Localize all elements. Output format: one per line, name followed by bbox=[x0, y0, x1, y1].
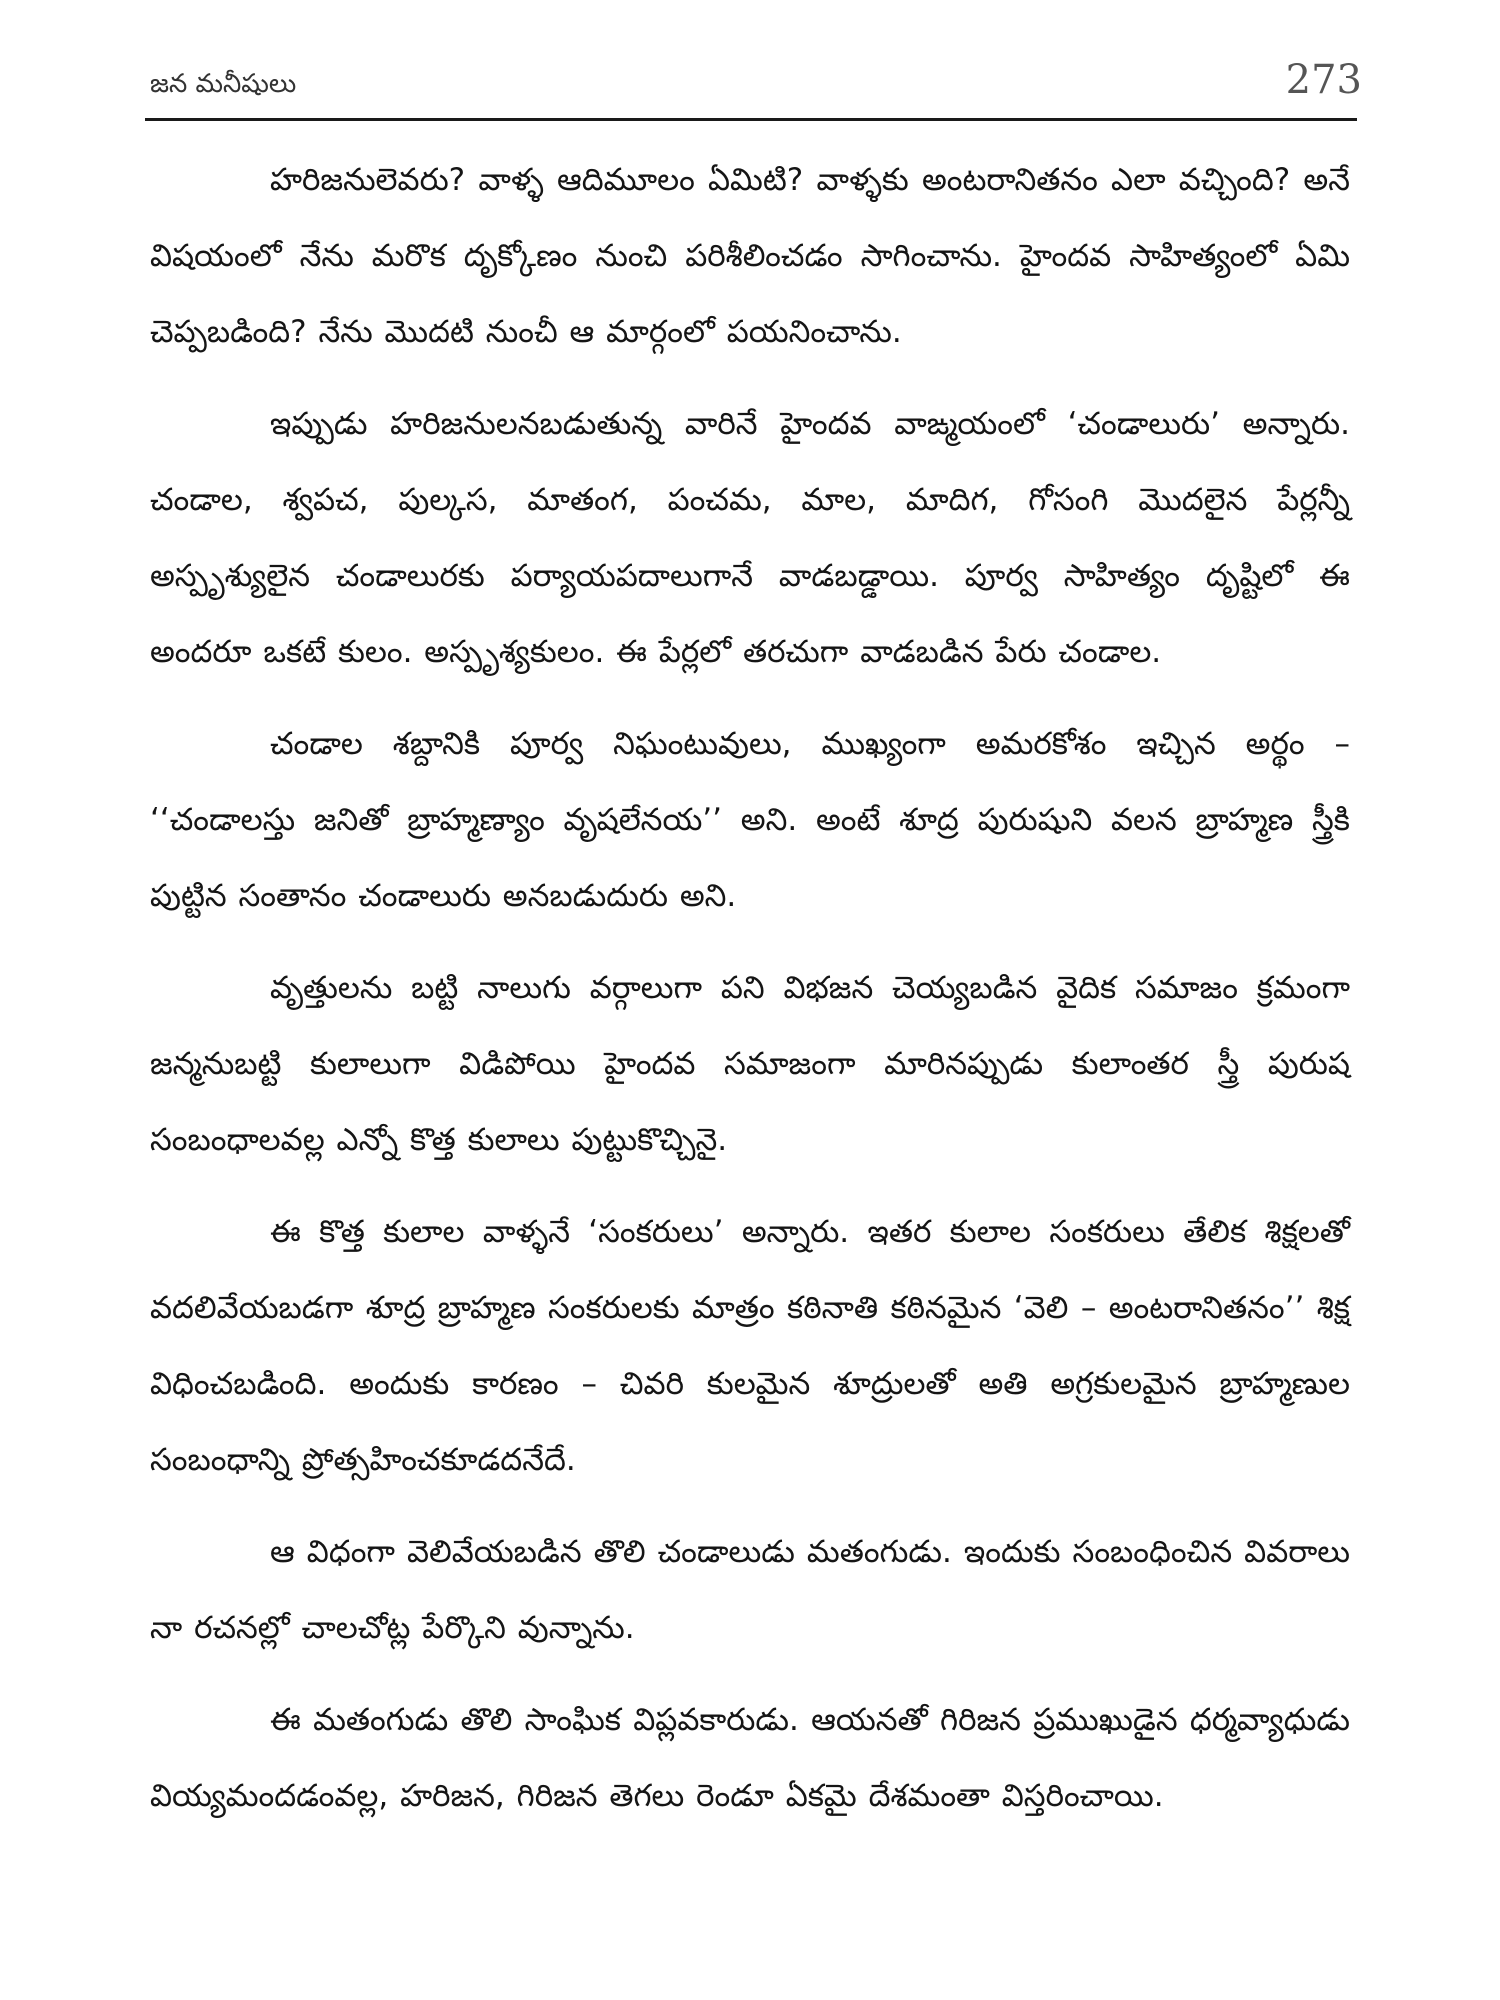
paragraph-3: చండాల శబ్దానికి పూర్వ నిఘంటువులు, ముఖ్యంగా అమరకోశం ఇచ్చిన అర్థం – ‘‘చండాలస్తు జనితో బ్రాహ్మణ్యాం వృషలేనయ’’ అని. అంటే శూద్ర పురుషుని వలన బ్రాహ్మణ స్త్రీకి పుట్టిన సంతానం చండాలురు అనబడుదురు అని. bbox=[150, 726, 1350, 914]
paragraph-5: ఈ కొత్త కులాల వాళ్ళనే ‘సంకరులు’ అన్నారు. ఇతర కులాల సంకరులు తేలిక శిక్షలతో వదలివేయబడగా శూద్ర బ్రాహ్మణ సంకరులకు మాత్రం కఠినాతి కఠినమైన ‘వెలి – అంటరానితనం’’ శిక్ష విధించబడింది. అందుకు కారణం – చివరి కులమైన శూద్రులతో అతి అగ్రకులమైన బ్రాహ్మణుల సంబంధాన్ని ప్రోత్సహించకూడదనేదే. bbox=[150, 1214, 1350, 1478]
header-rule bbox=[145, 118, 1357, 121]
body-text bbox=[150, 142, 1350, 1850]
running-head-title: జన మనీషులు bbox=[150, 69, 297, 99]
paragraph-6: ఆ విధంగా వెలివేయబడిన తొలి చండాలుడు మతంగుడు. ఇందుకు సంబంధించిన వివరాలు నా రచనల్లో చాలచోట్ల పేర్కొని వున్నాను. bbox=[150, 1534, 1350, 1646]
paragraph-1: హరిజనులెవరు? వాళ్ళ ఆదిమూలం ఏమిటి? వాళ్ళకు అంటరానితనం ఎలా వచ్చింది? అనే విషయంలో నేను మరొక దృక్కోణం నుంచి పరిశీలించడం సాగించాను. హైందవ సాహిత్యంలో ఏమి చెప్పబడింది? నేను మొదటి నుంచీ ఆ మార్గంలో పయనించాను. bbox=[150, 162, 1350, 350]
page-number: 273 bbox=[1285, 57, 1362, 103]
paragraph-7: ఈ మతంగుడు తొలి సాంఘిక విప్లవకారుడు. ఆయనతో గిరిజన ప్రముఖుడైన ధర్మవ్యాధుడు వియ్యమందడంవల్ల, హరిజన, గిరిజన తెగలు రెండూ ఏకమై దేశమంతా విస్తరించాయి. bbox=[150, 1702, 1350, 1814]
paragraph-2: ఇప్పుడు హరిజనులనబడుతున్న వారినే హైందవ వాఙ్మయంలో ‘చండాలురు’ అన్నారు. చండాల, శ్వపచ, పుల్కస, మాతంగ, పంచమ, మాల, మాదిగ, గోసంగి మొదలైన పేర్లన్నీ అస్పృశ్యులైన చండాలురకు పర్యాయపదాలుగానే వాడబడ్డాయి. పూర్వ సాహిత్యం దృష్టిలో ఈ అందరూ ఒకటే కులం. అస్పృశ్యకులం. ఈ పేర్లలో తరచుగా వాడబడిన పేరు చండాల. bbox=[150, 406, 1350, 670]
paragraph-4: వృత్తులను బట్టి నాలుగు వర్గాలుగా పని విభజన చెయ్యబడిన వైదిక సమాజం క్రమంగా జన్మనుబట్టి కులాలుగా విడిపోయి హైందవ సమాజంగా మారినప్పుడు కులాంతర స్త్రీ పురుష సంబంధాలవల్ల ఎన్నో కొత్త కులాలు పుట్టుకొచ్చినై. bbox=[150, 970, 1350, 1158]
